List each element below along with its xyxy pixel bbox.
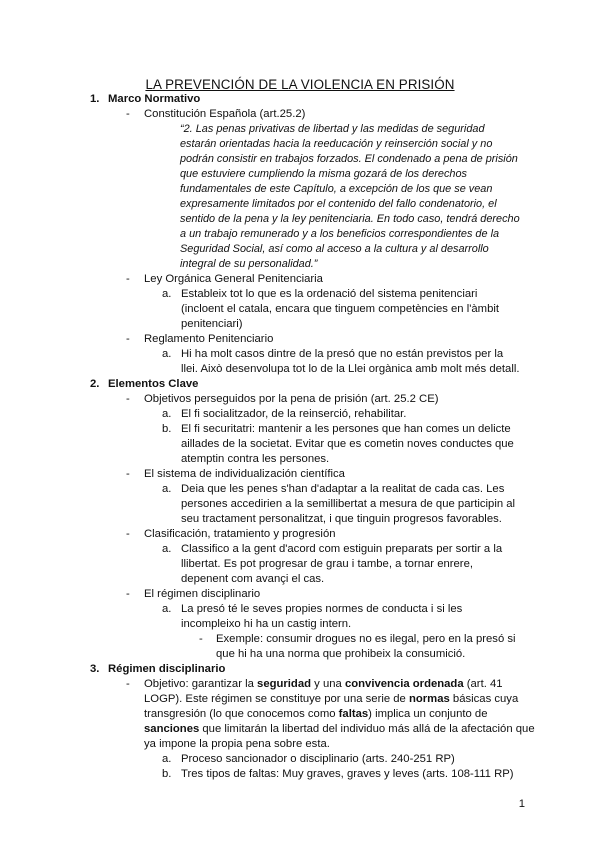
sub-item-marker: a.: [162, 753, 172, 765]
sub-item-marker: a.: [162, 348, 172, 360]
document-title: LA PREVENCIÓN DE LA VIOLENCIA EN PRISIÓN: [145, 77, 455, 92]
sub-item-text: El fi securitatri: mantenir a les persones que han comes un delicte aillades de la societat. Evitar que es cometin noves conductes que atemptin contra les persones.: [181, 423, 514, 465]
sub-item: [0, 347, 600, 377]
sub-item: [0, 422, 600, 467]
bold-term: seguridad: [257, 678, 312, 690]
sub-item-text: Estableix tot lo que es la ordenació del sistema penitenciari (incloent el catala, encara que tinguem competències en l'àmbit penitenciari): [181, 288, 500, 330]
list-item: [0, 392, 600, 407]
section-number: 3.: [90, 663, 100, 675]
text-run: Objetivo: garantizar la: [144, 678, 258, 690]
dash-bullet: -: [126, 468, 130, 480]
sub-item-text: El fi socialitzador, de la reinserció, rehabilitar.: [181, 408, 407, 420]
sub-item-marker: a.: [162, 288, 172, 300]
text-run: (art. 41 LOGP). Este régimen se constituye por una serie de: [144, 678, 503, 705]
sub-item-text: Deia que les penes s'han d'adaptar a la realitat de cada cas. Les persones accedirien a la semillibertat a mesura de que participin al seu tractament personalitzat, i que tinguin progresos favorables.: [181, 483, 516, 525]
text-run: que limitarán la libertad del individuo más allá de la afectación que ya impone la propia pena sobre esta.: [144, 723, 535, 750]
text-run: básicas cuya transgresión (lo que conocemos como: [144, 693, 519, 720]
section-title: Régimen disciplinario: [108, 663, 226, 675]
dash-bullet: -: [199, 633, 203, 645]
dash-bullet: -: [126, 108, 130, 120]
sub-item-marker: a.: [162, 603, 172, 615]
dash-bullet: -: [126, 333, 130, 345]
list-item-text: El régimen disciplinario: [144, 588, 261, 600]
list-item-text: Clasificación, tratamiento y progresión: [144, 528, 336, 540]
section-title: Marco Normativo: [108, 93, 201, 105]
sub-item-marker: b.: [162, 768, 172, 780]
document-body: [0, 92, 600, 782]
dash-bullet: -: [126, 528, 130, 540]
list-item: [0, 272, 600, 287]
dash-bullet: -: [126, 678, 130, 690]
list-item: [0, 107, 600, 122]
section-number: 2.: [90, 378, 100, 390]
sub-item-text: Hi ha molt casos dintre de la presó que no están previstos per la llei. Això desenvolupa tot lo de la Llei orgànica amb molt més detall.: [181, 348, 520, 375]
dash-bullet: -: [126, 588, 130, 600]
bold-term: convivencia ordenada: [344, 678, 464, 690]
page-number: 1: [518, 798, 525, 810]
list-item-text: Ley Orgánica General Penitenciaria: [144, 273, 323, 285]
sub-item: [0, 602, 600, 632]
sub-item-text: Classifico a la gent d'acord com estiguin preparats per sortir a la llibertat. Es pot progresar de grau i tambe, a tornar enrere, depenent com avançi el cas.: [181, 543, 503, 585]
sub-item-text: Proceso sancionador o disciplinario (arts. 240-251 RP): [181, 753, 455, 765]
text-run: y una: [311, 678, 345, 690]
sub-item: [0, 752, 600, 767]
bold-term: sanciones: [144, 723, 200, 735]
section-heading: [0, 92, 600, 107]
dash-bullet: -: [126, 393, 130, 405]
list-item: [0, 467, 600, 482]
sub-item-marker: a.: [162, 408, 172, 420]
list-item-text: Objetivos perseguidos por la pena de prisión (art. 25.2 CE): [144, 393, 439, 405]
section-heading: [0, 377, 600, 392]
list-item: [0, 332, 600, 347]
sub-item-marker: b.: [162, 423, 172, 435]
bold-term: faltas: [338, 708, 369, 720]
list-item: [0, 527, 600, 542]
text-run: ) implica un conjunto de: [368, 708, 488, 720]
sub-item: [0, 767, 600, 782]
section-title: Elementos Clave: [108, 378, 199, 390]
sub-sub-item: [0, 632, 600, 662]
dash-bullet: -: [126, 273, 130, 285]
sub-item: [0, 287, 600, 332]
list-item-text: El sistema de individualización científica: [144, 468, 345, 480]
list-item: [0, 677, 600, 752]
sub-item-marker: a.: [162, 483, 172, 495]
sub-item: [0, 482, 600, 527]
section-heading: [0, 662, 600, 677]
bold-term: normas: [408, 693, 450, 705]
constitution-quote: “2. Las penas privativas de libertad y las medidas de seguridad estarán orientadas hacia la reeducación y reinserción social y no podrán consistir en trabajos forzados. El condenado a pena de prisión que estuviere cumpliendo la misma gozará de los derechos fundamentales de este Capítulo, a excepción de los que se vean expresamente limitados por el contenido del fallo condenatorio, el sentido de la pena y la ley penitenciaria. En todo caso, tendrá derecho a un trabajo remunerado y a los beneficios correspondientes de la Seguridad Social, así como al acceso a la cultura y al desarrollo integral de su personalidad.”: [180, 123, 520, 270]
sub-sub-item-text: Exemple: consumir drogues no es ilegal, pero en la presó si que hi ha una norma que prohibeix la consumició.: [216, 633, 516, 660]
sub-item-text: La presó té le seves propies normes de conducta i si les incompleixo hi ha un castig intern.: [181, 603, 463, 630]
sub-item-marker: a.: [162, 543, 172, 555]
list-item-text: [144, 678, 535, 750]
sub-item-text: Tres tipos de faltas: Muy graves, graves y leves (arts. 108-111 RP): [181, 768, 514, 780]
list-item-text: Reglamento Penitenciario: [144, 333, 274, 345]
section-number: 1.: [90, 93, 100, 105]
sub-item: [0, 407, 600, 422]
list-item: [0, 587, 600, 602]
list-item-text: Constitución Española (art.25.2): [144, 108, 306, 120]
sub-item: [0, 542, 600, 587]
